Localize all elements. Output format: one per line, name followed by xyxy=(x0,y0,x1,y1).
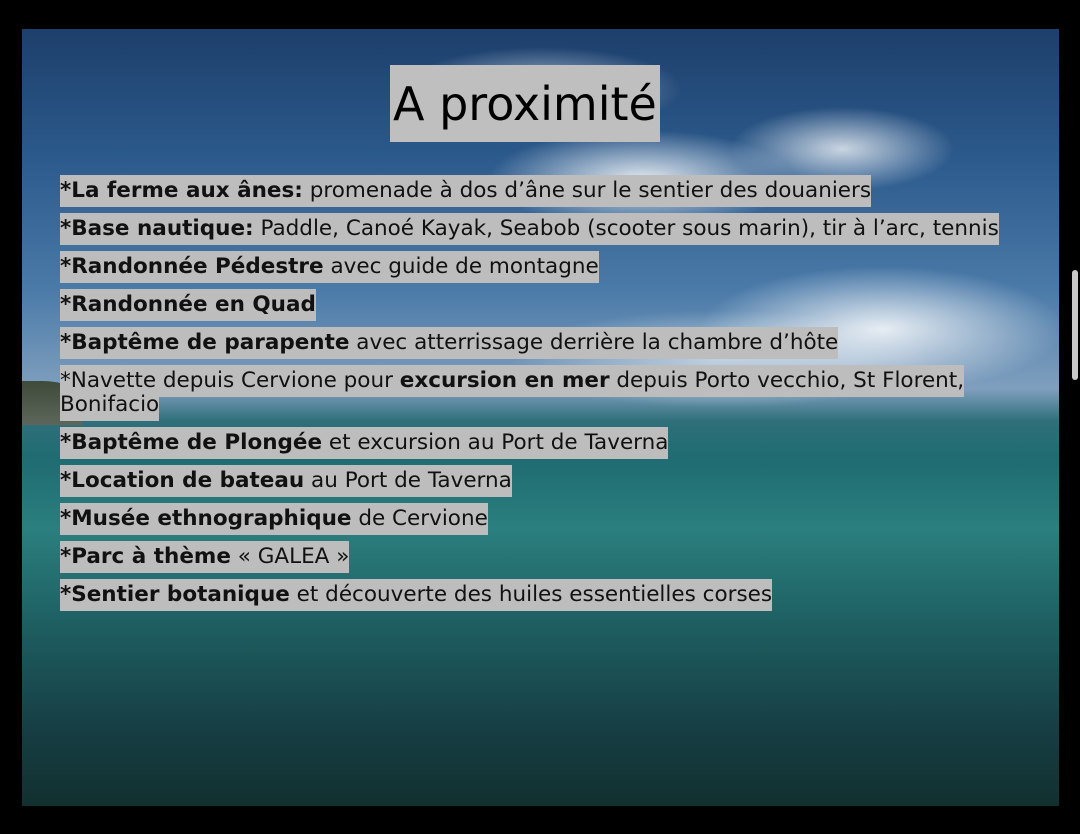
list-item xyxy=(60,293,1050,317)
list-item xyxy=(60,583,1050,607)
item-bold: excursion en mer xyxy=(399,368,610,393)
item-text: au Port de Taverna xyxy=(304,468,512,493)
item-bold: *Randonnée Pédestre xyxy=(60,254,324,279)
item-bold: *Musée ethnographique xyxy=(60,506,352,531)
item-bold: *Parc à thème xyxy=(60,544,231,569)
item-bold: *Base nautique: xyxy=(60,216,254,241)
scroll-indicator[interactable] xyxy=(1072,270,1078,380)
slide-image xyxy=(22,29,1059,806)
list-item xyxy=(60,179,1050,203)
item-bold: *Baptême de parapente xyxy=(60,330,350,355)
item-bold: *Randonnée en Quad xyxy=(60,292,316,317)
list-item xyxy=(60,217,1050,241)
list-item xyxy=(60,469,1050,493)
item-text: et excursion au Port de Taverna xyxy=(322,430,669,455)
item-bold: *Sentier botanique xyxy=(60,582,290,607)
item-text: depuis Porto vecchio, St Florent, Bonifacio xyxy=(60,368,965,417)
item-text: de Cervione xyxy=(351,506,488,531)
item-text: avec atterrissage derrière la chambre d’hôte xyxy=(349,330,839,355)
slide-title-box xyxy=(390,65,660,142)
item-bold: *Baptême de Plongée xyxy=(60,430,323,455)
list-item xyxy=(60,255,1050,279)
list-item xyxy=(60,431,1050,455)
item-text: « GALEA » xyxy=(230,544,350,569)
item-text: Paddle, Canoé Kayak, Seabob (scooter sous marin), tir à l’arc, tennis xyxy=(253,216,999,241)
item-bold: *La ferme aux ânes: xyxy=(60,178,303,203)
list-item xyxy=(60,507,1050,531)
activity-list xyxy=(60,179,1050,621)
list-item xyxy=(60,545,1050,569)
item-text: promenade à dos d’âne sur le sentier des douaniers xyxy=(302,178,872,203)
slide-title: A proximité xyxy=(393,76,657,131)
list-item xyxy=(60,331,1050,355)
item-bold: *Location de bateau xyxy=(60,468,305,493)
item-text: avec guide de montagne xyxy=(323,254,599,279)
list-item xyxy=(60,369,1050,417)
item-text: *Navette depuis Cervione pour xyxy=(60,368,400,393)
item-text: et découverte des huiles essentielles corses xyxy=(289,582,773,607)
